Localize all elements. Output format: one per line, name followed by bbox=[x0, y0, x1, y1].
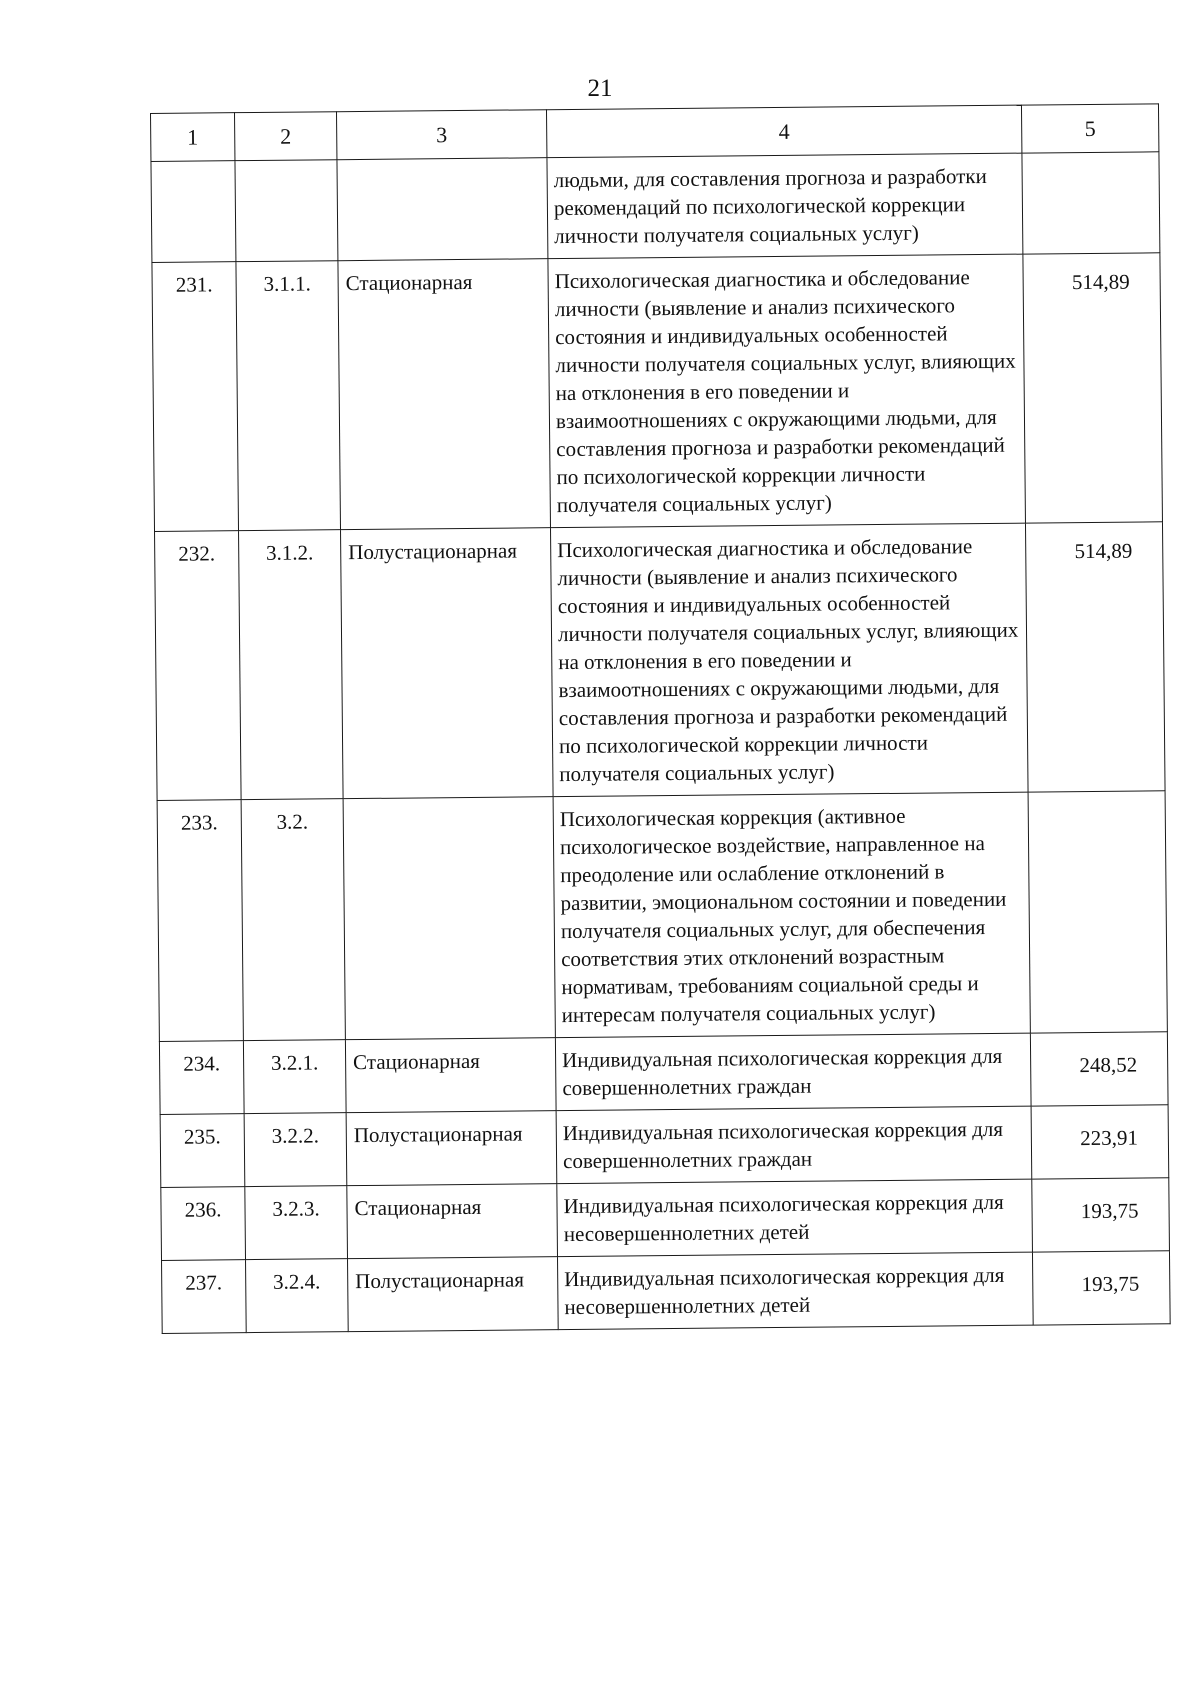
service-description: Индивидуальная психологическая коррекция для совершеннолетних граждан bbox=[555, 1033, 1031, 1111]
row-number: 232. bbox=[155, 531, 242, 801]
page-number: 21 bbox=[587, 75, 613, 102]
service-price: 193,75 bbox=[1032, 1178, 1170, 1252]
row-number: 234. bbox=[159, 1041, 244, 1115]
header-col-1: 1 bbox=[151, 113, 235, 162]
table-row bbox=[151, 152, 1160, 263]
service-code: 3.2.4. bbox=[246, 1259, 349, 1333]
service-code bbox=[235, 160, 338, 262]
service-code: 3.1.2. bbox=[239, 530, 344, 800]
table-row bbox=[155, 522, 1166, 801]
service-price: 223,91 bbox=[1031, 1105, 1169, 1179]
service-code: 3.2.2. bbox=[244, 1113, 347, 1187]
service-price: 248,52 bbox=[1030, 1032, 1168, 1106]
row-number: 233. bbox=[157, 800, 243, 1042]
header-col-2: 2 bbox=[235, 112, 337, 161]
service-code: 3.1.1. bbox=[236, 261, 341, 531]
service-description: Психологическая коррекция (активное психологическое воздействие, направленное на преодоление или ослабление отклонений в развитии, эмоциональном состоянии и поведении получателя социальных услуг, для обеспечения соответствия этих отклонений возрастным нормативам, требованиям социальной среды и интересам получателя социальных услуг) bbox=[553, 792, 1030, 1038]
service-description: Индивидуальная психологическая коррекция для совершеннолетних граждан bbox=[556, 1106, 1032, 1184]
service-code: 3.2.3. bbox=[245, 1186, 348, 1260]
header-col-4: 4 bbox=[546, 105, 1021, 158]
service-form bbox=[343, 797, 555, 1040]
service-form: Стационарная bbox=[345, 1038, 556, 1113]
table-row bbox=[152, 253, 1163, 532]
row-number: 236. bbox=[161, 1187, 246, 1261]
service-code: 3.2.1. bbox=[243, 1040, 346, 1114]
service-form: Полустационарная bbox=[348, 1257, 559, 1332]
service-description: Психологическая диагностика и обследование личности (выявление и анализ психического состояния и индивидуальных особенностей личности получателя социальных услуг, влияющих на отклонения в его поведении и взаимоотношениях с окружающими людьми, для составления прогноза и разработки рекомендаций по психологической коррекции личности получателя социальных услуг) bbox=[548, 254, 1026, 528]
row-number: 237. bbox=[162, 1260, 247, 1334]
table-row bbox=[157, 791, 1167, 1042]
table-row bbox=[160, 1105, 1169, 1188]
service-code: 3.2. bbox=[241, 799, 345, 1041]
table-row bbox=[162, 1251, 1171, 1334]
header-col-3: 3 bbox=[336, 110, 546, 160]
header-col-5: 5 bbox=[1021, 104, 1158, 153]
service-price: 514,89 bbox=[1025, 522, 1165, 792]
service-form: Полустационарная bbox=[341, 528, 554, 799]
service-form: Стационарная bbox=[338, 259, 551, 530]
table-row bbox=[161, 1178, 1170, 1261]
service-form: Стационарная bbox=[347, 1184, 558, 1259]
services-table bbox=[150, 103, 1171, 1334]
row-number bbox=[151, 161, 236, 263]
service-form: Полустационарная bbox=[346, 1111, 557, 1186]
service-description: Индивидуальная психологическая коррекция для несовершеннолетних детей bbox=[557, 1179, 1033, 1257]
table-row bbox=[159, 1032, 1168, 1115]
row-number: 235. bbox=[160, 1114, 245, 1188]
service-form bbox=[337, 158, 548, 261]
service-description: Психологическая диагностика и обследование личности (выявление и анализ психического состояния и индивидуальных особенностей личности получателя социальных услуг, влияющих на отклонения в его поведении и взаимоотношениях с окружающими людьми, для составления прогноза и разработки рекомендаций по психологической коррекции личности получателя социальных услуг) bbox=[550, 523, 1028, 797]
row-number: 231. bbox=[152, 262, 239, 532]
service-price bbox=[1022, 152, 1160, 254]
service-description: Индивидуальная психологическая коррекция для несовершеннолетних детей bbox=[557, 1252, 1033, 1330]
service-description: людьми, для составления прогноза и разработки рекомендаций по психологической коррекции личности получателя социальных услуг) bbox=[547, 153, 1023, 259]
service-price: 514,89 bbox=[1023, 253, 1163, 523]
service-price bbox=[1028, 791, 1167, 1033]
service-price: 193,75 bbox=[1032, 1251, 1170, 1325]
